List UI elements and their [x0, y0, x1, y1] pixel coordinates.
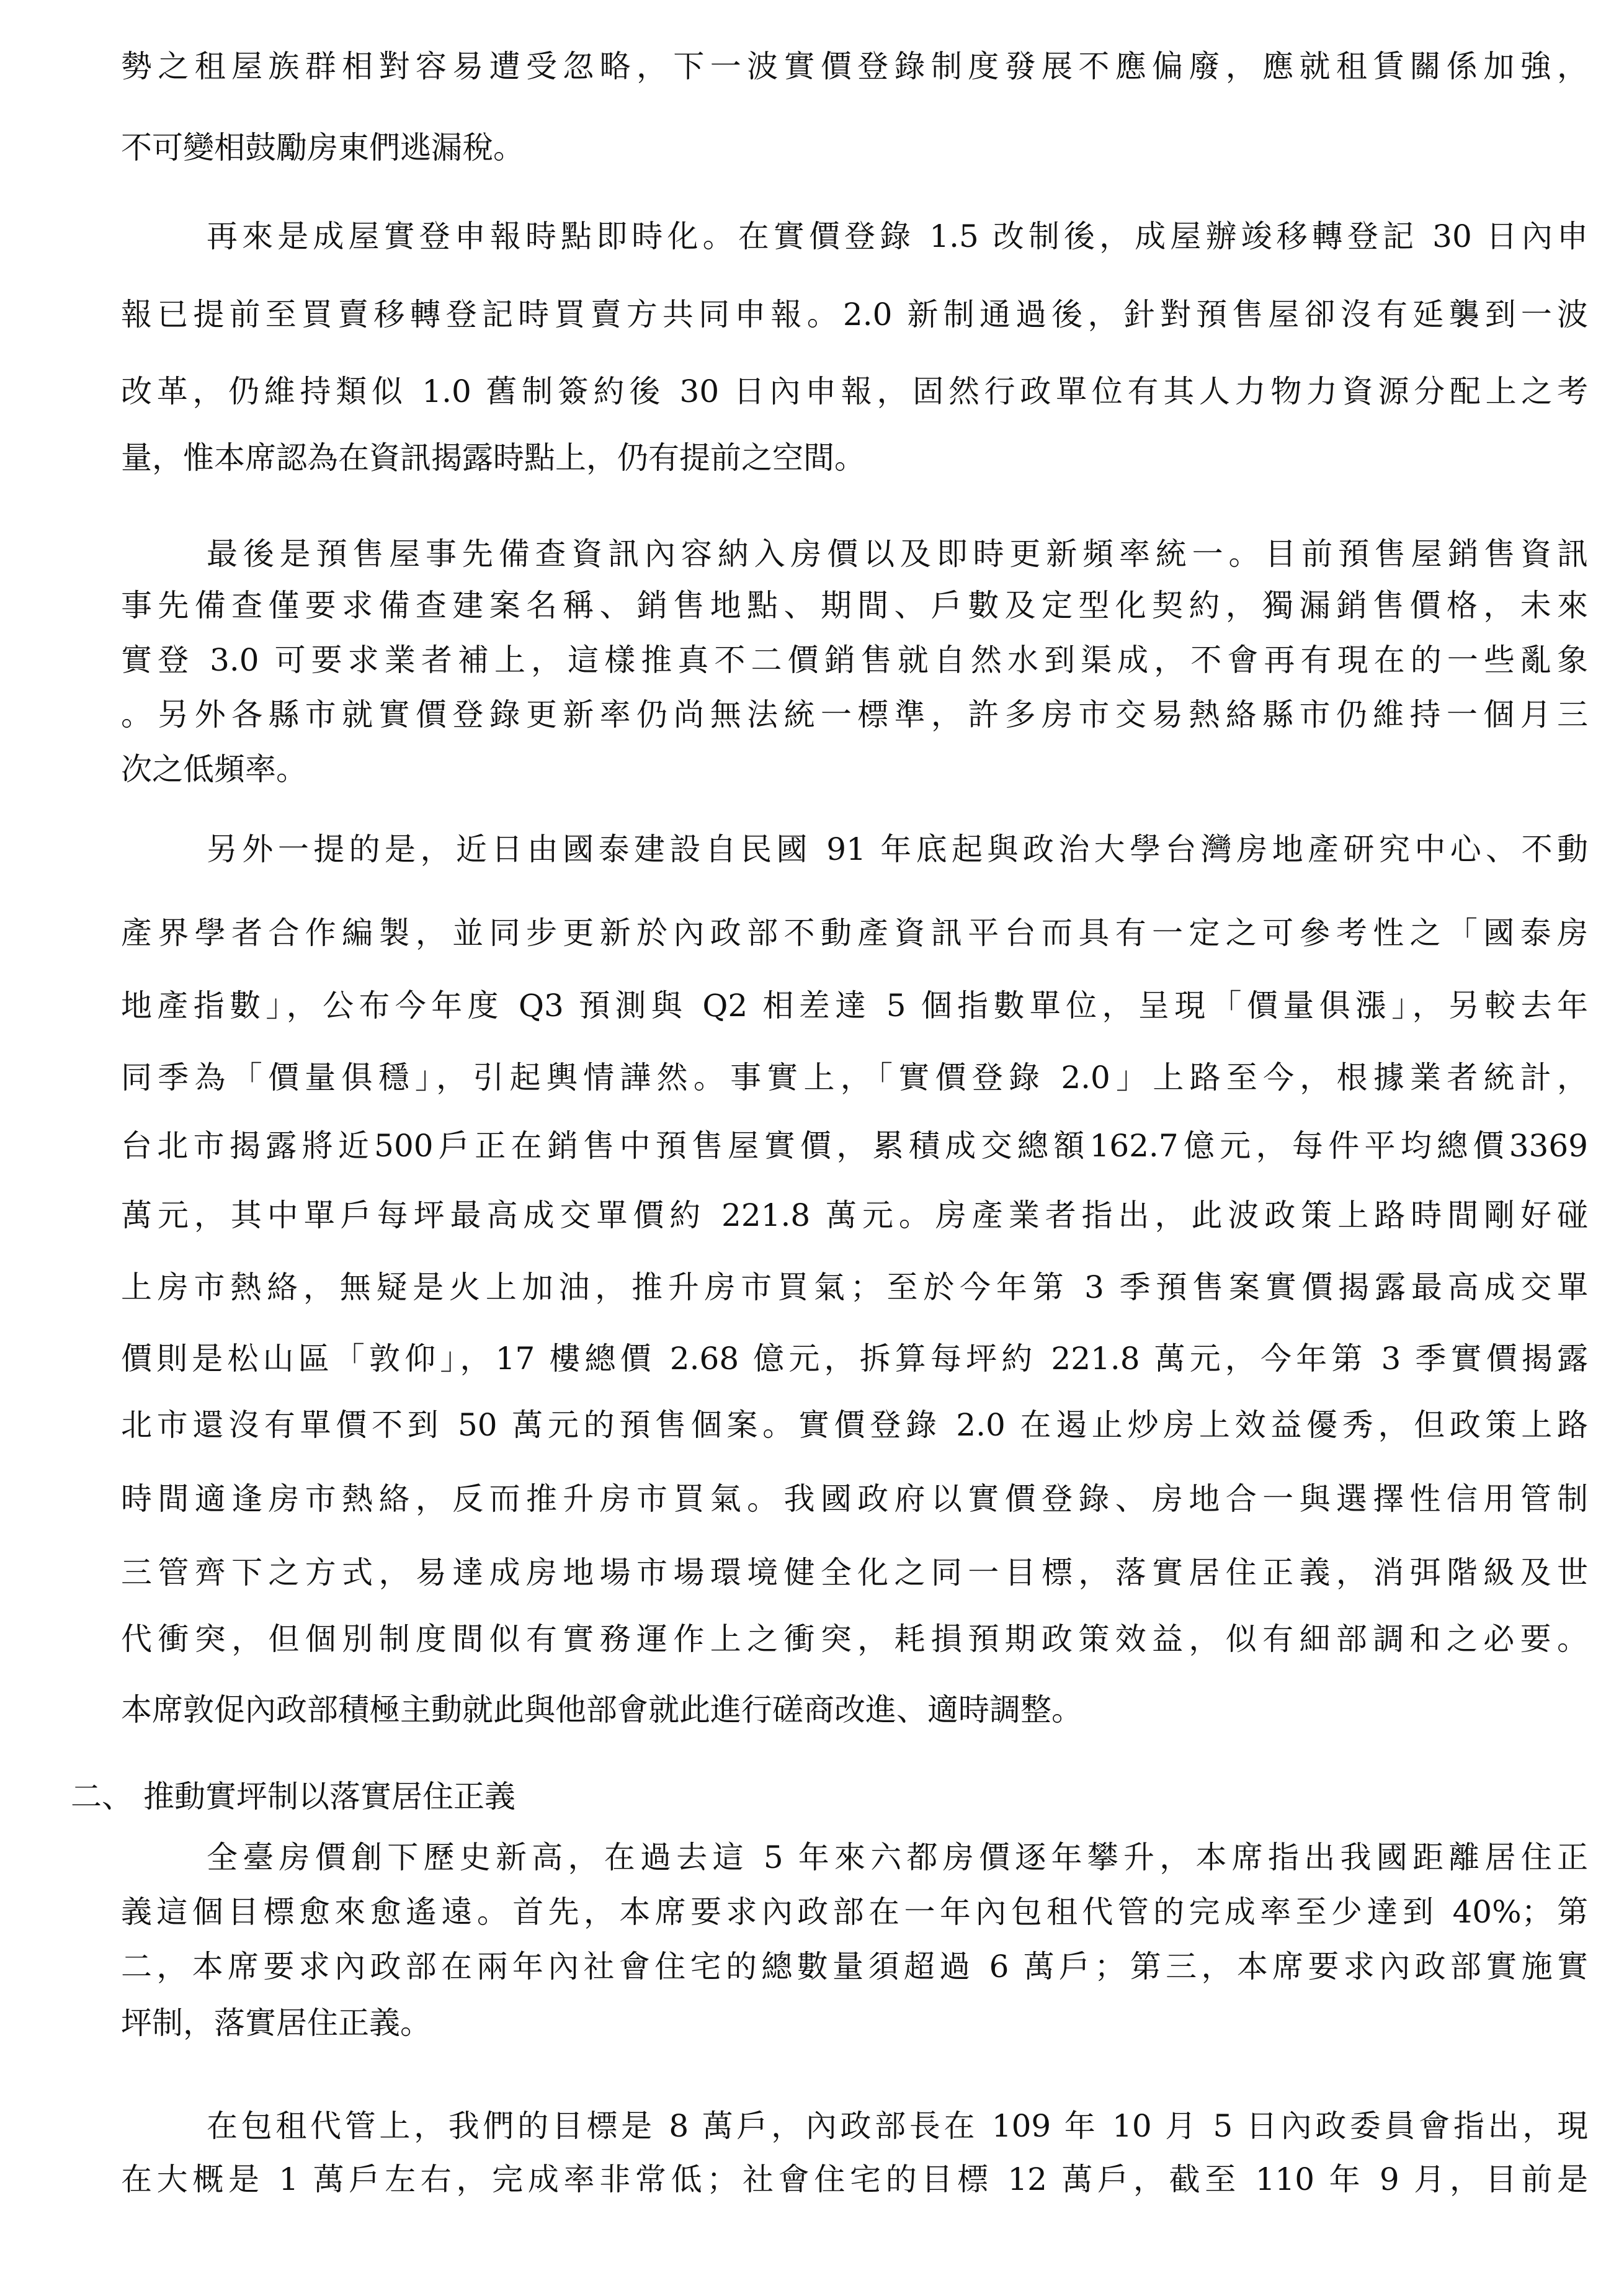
text-line: 義這個目標愈來愈遙遠。首先，本席要求內政部在一年內包租代管的完成率至少達到 40%；第 [121, 1894, 1588, 1930]
text-line: 本席敦促內政部積極主動就此與他部會就此進行磋商改進、適時調整。 [121, 1692, 1082, 1728]
text-line: 再來是成屋實登申報時點即時化。在實價登錄 1.5 改制後，成屋辦竣移轉登記 30 日內申 [207, 218, 1588, 254]
text-line: 實登 3.0 可要求業者補上，這樣推真不二價銷售就自然水到渠成，不會再有現在的一些亂象 [121, 642, 1588, 678]
text-line: 在大概是 1 萬戶左右，完成率非常低；社會住宅的目標 12 萬戶，截至 110 年 9 月，目前是 [121, 2161, 1588, 2197]
text-line: 事先備查僅要求備查建案名稱、銷售地點、期間、戶數及定型化契約，獨漏銷售價格，未來 [121, 587, 1588, 623]
text-line: 三管齊下之方式，易達成房地場市場環境健全化之同一目標，落實居住正義，消弭階級及世 [121, 1555, 1588, 1591]
text-line: 價則是松山區「敦仰」，17 樓總價 2.68 億元，拆算每坪約 221.8 萬元，今年第 3 季實價揭露 [121, 1341, 1588, 1377]
text-line: 時間適逢房市熱絡，反而推升房市買氣。我國政府以實價登錄、房地合一與選擇性信用管制 [121, 1481, 1588, 1517]
text-line: 報已提前至買賣移轉登記時買賣方共同申報。2.0 新制通過後，針對預售屋卻沒有延襲到一波 [121, 297, 1588, 333]
text-line: 萬元，其中單戶每坪最高成交單價約 221.8 萬元。房產業者指出，此波政策上路時間剛好碰 [121, 1197, 1588, 1233]
text-line: 上房市熱絡，無疑是火上加油，推升房市買氣；至於今年第 3 季預售案實價揭露最高成交單 [121, 1269, 1588, 1305]
text-line: 全臺房價創下歷史新高，在過去這 5 年來六都房價逐年攀升，本席指出我國距離居住正 [207, 1839, 1588, 1875]
text-line: 次之低頻率。 [121, 751, 307, 787]
text-line: 產界學者合作編製，並同步更新於內政部不動產資訊平台而具有一定之可參考性之「國泰房 [121, 915, 1588, 951]
section-number: 二、 [71, 1779, 133, 1815]
text-line: 另外一提的是，近日由國泰建設自民國 91 年底起與政治大學台灣房地產研究中心、不動 [207, 831, 1588, 867]
section-title: 推動實坪制以落實居住正義 [143, 1779, 515, 1815]
text-line: 量，惟本席認為在資訊揭露時點上，仍有提前之空間。 [121, 440, 865, 476]
text-line: 台北市揭露將近500戶正在銷售中預售屋實價，累積成交總額162.7億元，每件平均總價3369 [121, 1128, 1588, 1164]
text-line: 改革，仍維持類似 1.0 舊制簽約後 30 日內申報，固然行政單位有其人力物力資源分配上之考 [121, 373, 1588, 409]
text-line: 坪制，落實居住正義。 [121, 2005, 431, 2041]
text-line: 二，本席要求內政部在兩年內社會住宅的總數量須超過 6 萬戶；第三，本席要求內政部實施實 [121, 1949, 1588, 1985]
text-line: 不可變相鼓勵房東們逃漏稅。 [121, 130, 524, 166]
text-line: 同季為「價量俱穩」，引起輿情譁然。事實上，「實價登錄 2.0」上路至今，根據業者統計， [121, 1060, 1588, 1096]
text-line: 代衝突，但個別制度間似有實務運作上之衝突，耗損預期政策效益，似有細部調和之必要。 [121, 1621, 1588, 1657]
text-line: 最後是預售屋事先備查資訊內容納入房價以及即時更新頻率統一。目前預售屋銷售資訊 [207, 536, 1588, 572]
text-line: 地產指數」，公布今年度 Q3 預測與 Q2 相差達 5 個指數單位，呈現「價量俱漲」，另較去年 [121, 988, 1588, 1024]
text-line: 勢之租屋族群相對容易遭受忽略，下一波實價登錄制度發展不應偏廢，應就租賃關係加強， [121, 48, 1588, 84]
text-line: 北市還沒有單價不到 50 萬元的預售個案。實價登錄 2.0 在遏止炒房上效益優秀，但政策上路 [121, 1407, 1588, 1443]
text-line: 在包租代管上，我們的目標是 8 萬戶，內政部長在 109 年 10 月 5 日內政委員會指出，現 [207, 2108, 1588, 2144]
text-line: 。另外各縣市就實價登錄更新率仍尚無法統一標準，許多房市交易熱絡縣市仍維持一個月三 [121, 697, 1588, 733]
